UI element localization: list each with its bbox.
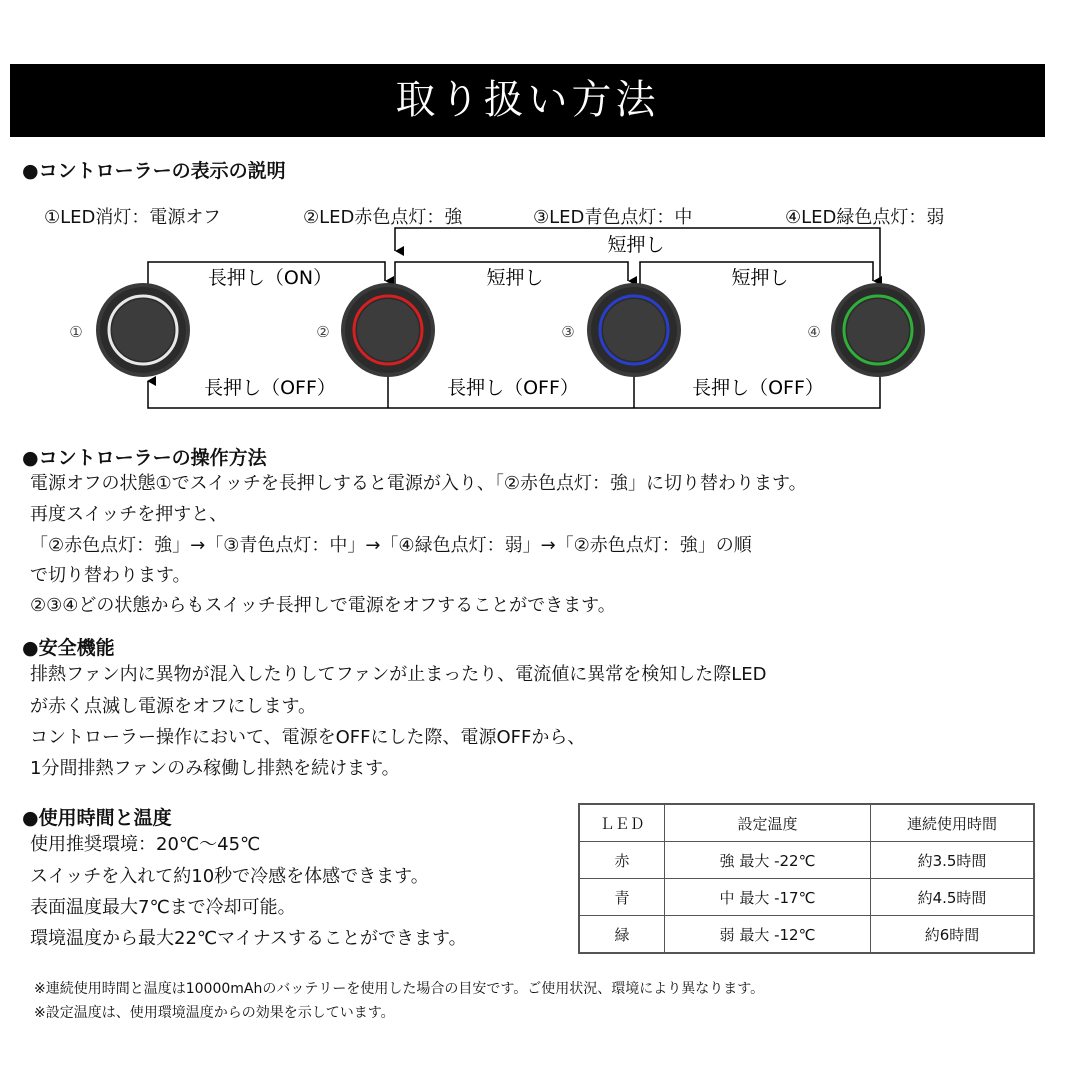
button-number-4: ④: [807, 323, 821, 341]
label-long-press-off-1: 長押し（OFF）: [204, 377, 336, 399]
table-cell-time: 約6時間: [871, 916, 1035, 954]
operation-heading: ●コントローラーの操作方法: [22, 447, 267, 469]
table-cell-temp: 弱 最大 -12℃: [665, 916, 871, 954]
led-label-red: ②LED赤色点灯：強: [303, 207, 463, 228]
button-1: [69, 283, 190, 377]
label-short-press-top: 短押し: [607, 234, 665, 256]
label-long-press-on: 長押し（ON）: [207, 267, 333, 289]
table-row: [579, 916, 1034, 954]
led-label-green: ④LED緑色点灯：弱: [785, 207, 945, 228]
note-1: ※連続使用時間と温度は10000mAhのバッテリーを使用した場合の目安です。ご使用状況、環境により異なります。: [34, 981, 765, 997]
button-2: [316, 283, 435, 377]
table-cell-time: 約3.5時間: [871, 842, 1035, 879]
controller-display-heading: ●コントローラーの表示の説明: [22, 160, 286, 182]
operation-line-2: 再度スイッチを押すと、: [30, 504, 228, 525]
button-4: [807, 283, 925, 377]
button-3: [561, 283, 681, 377]
button-number-3: ③: [561, 323, 575, 341]
label-long-press-off-2: 長押し（OFF）: [447, 377, 579, 399]
controller-diagram: [0, 220, 1080, 420]
safety-line-4: 1分間排熱ファンのみ稼働し排熱を続けます。: [30, 758, 400, 779]
title-bar: [10, 64, 1045, 137]
table-cell-led: 青: [579, 879, 665, 916]
label-short-press-2: 短押し: [731, 267, 789, 289]
safety-line-3: コントローラー操作において、電源をOFFにした際、電源OFFから、: [30, 727, 586, 748]
label-short-press-1: 短押し: [486, 267, 544, 289]
led-label-off: ①LED消灯：電源オフ: [44, 207, 221, 228]
spec-table: [578, 803, 1035, 954]
button-number-1: ①: [69, 323, 83, 341]
table-header-temp: 設定温度: [665, 804, 871, 842]
table-header-time: 連続使用時間: [871, 804, 1035, 842]
usage-heading: ●使用時間と温度: [22, 807, 172, 829]
table-row: [579, 879, 1034, 916]
operation-line-5: ②③④どの状態からもスイッチ長押しで電源をオフすることができます。: [30, 595, 616, 616]
led-label-blue: ③LED青色点灯：中: [533, 207, 693, 228]
safety-line-2: が赤く点滅し電源をオフにします。: [30, 696, 317, 717]
usage-line-4: 環境温度から最大22℃マイナスすることができます。: [30, 928, 467, 949]
safety-heading: ●安全機能: [22, 637, 115, 659]
table-cell-led: 赤: [579, 842, 665, 879]
operation-line-4: で切り替わります。: [30, 565, 191, 586]
usage-line-2: スイッチを入れて約10秒で冷感を体感できます。: [30, 866, 429, 887]
page-title: 取り扱い方法: [395, 77, 660, 123]
note-2: ※設定温度は、使用環境温度からの効果を示しています。: [34, 1005, 395, 1021]
table-row: [579, 842, 1034, 879]
table-header-row: [579, 804, 1034, 842]
table-cell-time: 約4.5時間: [871, 879, 1035, 916]
button-number-2: ②: [316, 323, 330, 341]
table-cell-led: 緑: [579, 916, 665, 954]
table-cell-temp: 中 最大 -17℃: [665, 879, 871, 916]
table-header-led: ＬＥＤ: [579, 804, 665, 842]
operation-line-3: 「②赤色点灯：強」→「③青色点灯：中」→「④緑色点灯：弱」→「②赤色点灯：強」の順: [30, 535, 752, 556]
safety-line-1: 排熱ファン内に異物が混入したりしてファンが止まったり、電流値に異常を検知した際LED: [30, 664, 767, 685]
operation-line-1: 電源オフの状態①でスイッチを長押しすると電源が入り、「②赤色点灯：強」に切り替わります。: [30, 473, 807, 494]
table-cell-temp: 強 最大 -22℃: [665, 842, 871, 879]
usage-line-1: 使用推奨環境：20℃～45℃: [30, 834, 261, 855]
usage-line-3: 表面温度最大7℃まで冷却可能。: [30, 897, 296, 918]
label-long-press-off-3: 長押し（OFF）: [692, 377, 824, 399]
